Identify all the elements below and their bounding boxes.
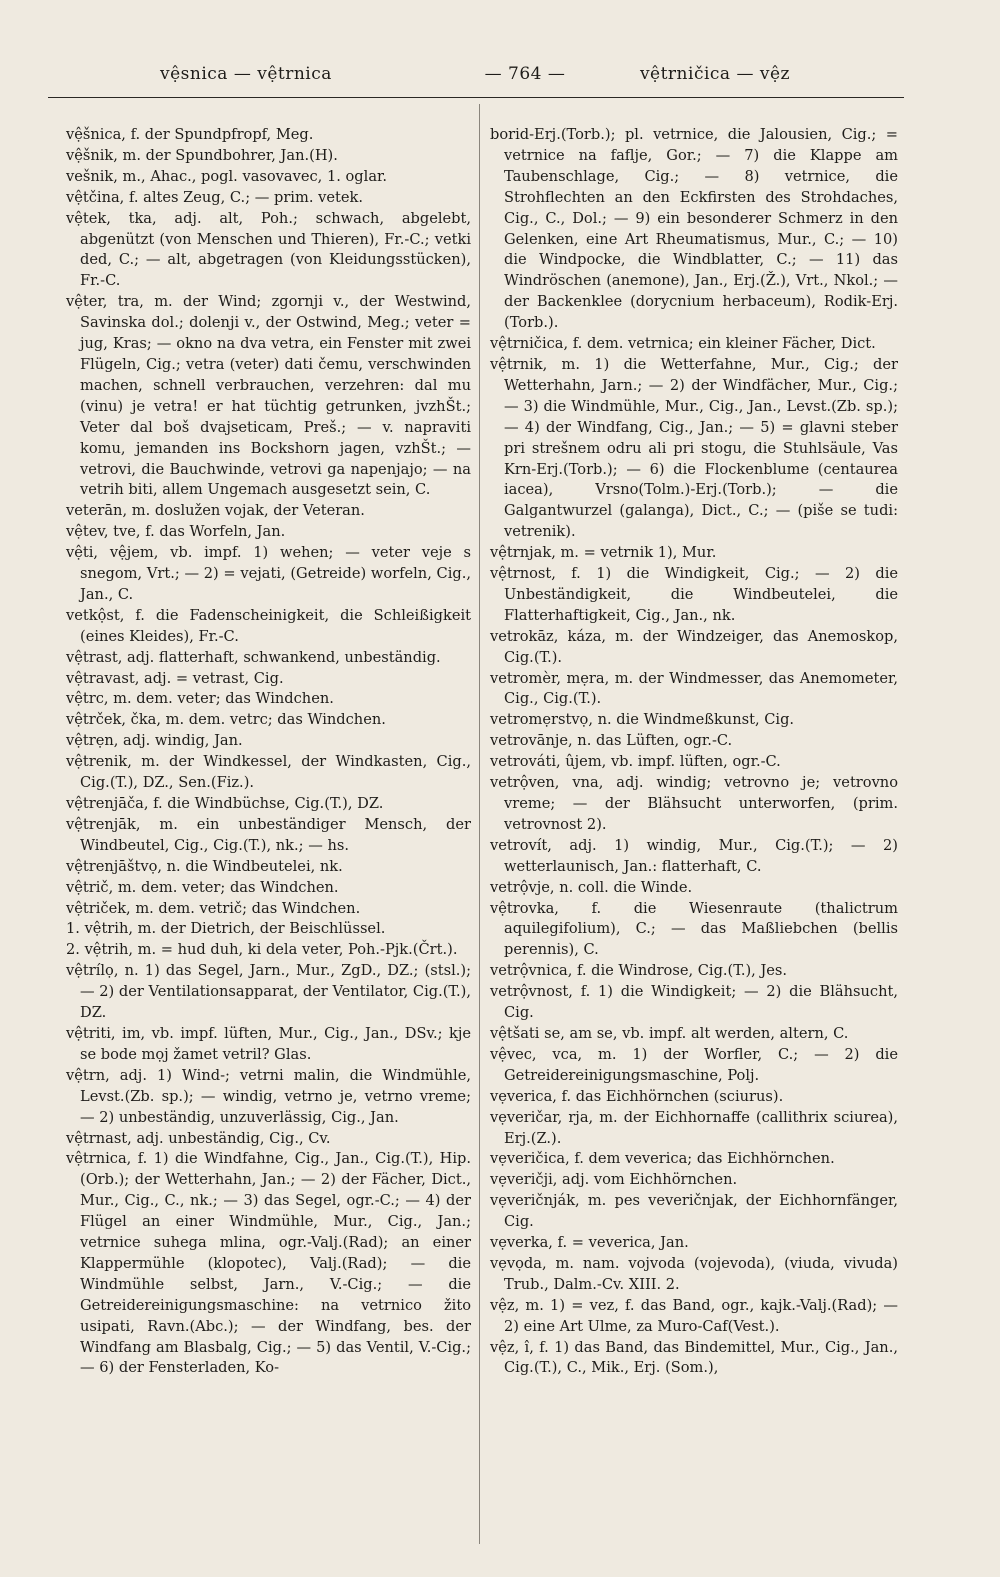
dictionary-entry: vệtrn, adj. 1) Wind-; vetrni malin, die Windmühle, Levst.(Zb. sp.); — windig, vetrno je, vetrno vreme; — 2) unbeständig, unzuverlässig, Cig., Jan. bbox=[66, 1066, 471, 1126]
dictionary-entry: vệšnica, f. der Spundpfropf, Meg. bbox=[66, 126, 314, 143]
dictionary-entry: vetrộven, vna, adj. windig; vetrovno je; vetrovno vreme; — der Blähsucht unterworfen, (prim. vetrovnost 2). bbox=[490, 774, 898, 833]
dictionary-entry: vệtriti, im, vb. impf. lüften, Mur., Cig., Jan., DSv.; kje se bode mọj žamet vetril? Glas. bbox=[66, 1024, 471, 1063]
dictionary-entry: vệtrẹn, adj. windig, Jan. bbox=[66, 732, 243, 750]
dictionary-entry: vetrovānje, n. das Lüften, ogr.-C. bbox=[490, 732, 733, 750]
dictionary-entry: vệtšati se, am se, vb. impf. alt werden, altern, C. bbox=[490, 1024, 849, 1042]
dictionary-entry: veterān, m. doslužen vojak, der Veteran. bbox=[66, 502, 365, 520]
page-number: — 764 — bbox=[484, 64, 566, 84]
dictionary-entry: vệtrílọ, n. 1) das Segel, Jarn., Mur., ZgD., DZ.; (stsl.); — 2) der Ventilationsapparat, der Ventilator, Cig.(T.), DZ. bbox=[66, 962, 471, 1022]
dictionary-entry: vệvec, vca, m. 1) der Worfler, C.; — 2) die Getreidereinigungsmaschine, Polj. bbox=[490, 1045, 898, 1084]
dictionary-entry: vệtčina, f. altes Zeug, C.; — prim. vetek. bbox=[66, 188, 363, 206]
dictionary-entry: vẹveričica, f. dem veverica; das Eichhörnchen. bbox=[490, 1150, 835, 1168]
dictionary-entry: vệtrenjāštvọ, n. die Windbeutelei, nk. bbox=[66, 857, 343, 875]
dictionary-entry: vệšnik, m. der Spundbohrer, Jan.(H). bbox=[66, 146, 338, 164]
dictionary-entry: vệtrček, čka, m. dem. vetrc; das Windchen. bbox=[66, 711, 386, 729]
dictionary-entry: vệtriček, m. dem. vetrič; das Windchen. bbox=[66, 899, 361, 917]
left-column bbox=[66, 125, 471, 1379]
dictionary-entry: vệtrenjāk, m. ein unbeständiger Mensch, der Windbeutel, Cig., Cig.(T.), nk.; — hs. bbox=[66, 815, 471, 854]
dictionary-entry: vẹveričnják, m. pes veveričnjak, der Eichhornfänger, Cig. bbox=[490, 1192, 898, 1231]
dictionary-entry: vệtrc, m. dem. veter; das Windchen. bbox=[66, 690, 334, 708]
dictionary-entry: vệter, tra, m. der Wind; zgornji v., der Westwind, Savinska dol.; dolenji v., der Ostwind, Meg.; veter = jug, Kras; — okno na dva vetra, ein Fenster mit zwei Flügeln, Cig.; vetra (veter) dati čemu, verschwinden machen, schnell verbrauchen, verzehren: dal mu (vinu) je vetra! er hat tüchtig getrunken, jvzhŠt.; Veter dal boš dvajseticam, Preš.; — v. napraviti komu, jemanden ins Bockshorn jagen, vzhŠt.; — vetrovi, die Bauchwinde, vetrovi ga napenjajo; — na vetrih biti, allem Ungemach ausgesetzt sein, C. bbox=[66, 293, 471, 499]
dictionary-entry: vẹveričar, rja, m. der Eichhornaffe (callithrix sciurea), Erj.(Z.). bbox=[490, 1108, 898, 1147]
dictionary-entry: vệtrič, m. dem. veter; das Windchen. bbox=[66, 878, 339, 896]
dictionary-entry: vetrokāz, káza, m. der Windzeiger, das Anemoskop, Cig.(T.). bbox=[490, 627, 898, 666]
dictionary-entry: 2. vệtrih, m. = hud duh, ki dela veter, Poh.-Pjk.(Črt.). bbox=[66, 941, 458, 959]
dictionary-entry: vệti, vệjem, vb. impf. 1) wehen; — veter veje s snegom, Vrt.; — 2) = vejati, (Getreide) worfeln, Cig., Jan., C. bbox=[66, 544, 471, 603]
dictionary-entry: vệtev, tve, f. das Worfeln, Jan. bbox=[66, 523, 286, 541]
dictionary-entry: 1. vệtrih, m. der Dietrich, der Beischlüssel. bbox=[66, 920, 386, 938]
dictionary-entry: vệtrničica, f. dem. vetrnica; ein kleiner Fächer, Dict. bbox=[490, 335, 876, 353]
dictionary-entry: vẹverka, f. = veverica, Jan. bbox=[490, 1234, 689, 1252]
header-rule bbox=[48, 97, 904, 98]
running-header bbox=[150, 60, 900, 90]
dictionary-entry: vệtravast, adj. = vetrast, Cig. bbox=[66, 669, 284, 687]
dictionary-entry: vetkộst, f. die Fadenscheinigkeit, die Schleißigkeit (eines Kleides), Fr.-C. bbox=[66, 606, 471, 645]
dictionary-entry: vešnik, m., Ahac., pogl. vasovavec, 1. oglar. bbox=[66, 167, 388, 185]
dictionary-entry: vệtrenjāča, f. die Windbüchse, Cig.(T.), DZ. bbox=[66, 795, 384, 812]
dictionary-entry: vệtrast, adj. flatterhaft, schwankend, unbeständig. bbox=[66, 648, 441, 666]
dictionary-entry: vệz, m. 1) = vez, f. das Band, ogr., kajk.-Valj.(Rad); — 2) eine Art Ulme, za Muro-Caf(Vest.). bbox=[490, 1296, 898, 1335]
dictionary-entry: vệtek, tka, adj. alt, Poh.; schwach, abgelebt, abgenützt (von Menschen und Thieren), Fr.-C.; vetki ded, C.; — alt, abgetragen (von Kleidungsstücken), Fr.-C. bbox=[66, 209, 471, 290]
dictionary-entry: vệtrnjak, m. = vetrnik 1), Mur. bbox=[490, 544, 717, 562]
header-left-guideword: vệsnica — vệtrnica bbox=[160, 64, 332, 84]
dictionary-entry: vệtrenik, m. der Windkessel, der Windkasten, Cig., Cig.(T.), DZ., Sen.(Fiz.). bbox=[66, 753, 471, 792]
dictionary-entry: vetrộvnica, f. die Windrose, Cig.(T.), Jes. bbox=[490, 962, 788, 980]
dictionary-entry: vẹveričji, adj. vom Eichhörnchen. bbox=[490, 1171, 738, 1189]
dictionary-entry: vệtrnast, adj. unbeständig, Cig., Cv. bbox=[66, 1129, 331, 1147]
dictionary-entry: vệz, î, f. 1) das Band, das Bindemittel, Mur., Cig., Jan., Cig.(T.), C., Mik., Erj. (Som.), bbox=[490, 1338, 898, 1377]
dictionary-entry: vẹverica, f. das Eichhörnchen (sciurus). bbox=[490, 1087, 784, 1105]
column-divider bbox=[479, 104, 480, 1544]
dictionary-entry: vetrovít, adj. 1) windig, Mur., Cig.(T.); — 2) wetterlaunisch, Jan.: flatterhaft, C. bbox=[490, 836, 898, 875]
right-column bbox=[490, 125, 898, 1379]
header-right-guideword: vệtrničica — vệz bbox=[639, 64, 790, 84]
dictionary-entry: vẹvọda, m. nam. vojvoda (vojevoda), (viuda, vivuda) Trub., Dalm.-Cv. XIII. 2. bbox=[490, 1254, 898, 1293]
dictionary-entry: vetrộvnost, f. 1) die Windigkeit; — 2) die Blähsucht, Cig. bbox=[490, 983, 898, 1022]
dictionary-entry: vệtrnik, m. 1) die Wetterfahne, Mur., Cig.; der Wetterhahn, Jarn.; — 2) der Windfächer, Mur., Cig.; — 3) die Windmühle, Mur., Cig., Jan., Levst.(Zb. sp.); — 4) der Windfang, Cig., Jan.; — 5) = glavni steber pri strešnem odru ali pri stogu, die Stuhlsäule, Vas Krn-Erj.(Torb.); — 6) die Flockenblume (centaurea iacea), Vrsno(Tolm.)-Erj.(Torb.); — die Galgantwurzel (galanga), Dict., C.; — (piše se tudi: vetrenik). bbox=[490, 355, 898, 541]
dictionary-entry: vệtrovka, f. die Wiesenraute (thalictrum aquilegifolium), C.; — das Maßliebchen (bellis perennis), C. bbox=[490, 899, 898, 959]
dictionary-entry: vetrộvje, n. coll. die Winde. bbox=[490, 878, 693, 896]
dictionary-entry: vetrováti, ûjem, vb. impf. lüften, ogr.-C. bbox=[490, 753, 781, 771]
dictionary-entry: vệtrnica, f. 1) die Windfahne, Cig., Jan., Cig.(T.), Hip.(Orb.); der Wetterhahn, Jan.; — 2) der Fächer, Dict., Mur., Cig., C., nk.; — 3) das Segel, ogr.-C.; — 4) der Flügel an einer Windmühle, Mur., Cig., Jan.; vetrnice suhega mlina, ogr.-Valj.(Rad); an einer Klappermühle (klopotec), Valj.(Rad); — die Windmühle selbst, Jarn., V.-Cig.; — die Getreidereinigungsmaschine: na vetrnico žito usipati, Ravn.(Abc.); — der Windfang, bes. der Windfang am Blasbalg, Cig.; — 5) das Ventil, V.-Cig.; — 6) der Fensterladen, Ko- bbox=[66, 1150, 471, 1377]
dictionary-entry: borid-Erj.(Torb.); pl. vetrnice, die Jalousien, Cig.; = vetrnice na faflje, Gor.; — 7) die Klappe am Taubenschlage, Cig.; — 8) vetrnice, die Strohflechten an den Eckfirsten des Strohdaches, Cig., C., Dol.; — 9) ein besonderer Schmerz in den Gelenken, eine Art Rheumatismus, Mur., C.; — 10) die Windpocke, die Windblatter, C.; — 11) das Windröschen (anemone), Jan., Erj.(Ž.), Vrt., Nkol.; — der Backenklee (dorycnium herbaceum), Rodik-Erj.(Torb.). bbox=[490, 126, 898, 332]
dictionary-entry: vệtrnost, f. 1) die Windigkeit, Cig.; — 2) die Unbeständigkeit, die Windbeutelei, die Flatterhaftigkeit, Cig., Jan., nk. bbox=[490, 565, 898, 624]
dictionary-entry: vetromẹrstvọ, n. die Windmeßkunst, Cig. bbox=[490, 711, 795, 729]
dictionary-entry: vetromèr, mẹra, m. der Windmesser, das Anemometer, Cig., Cig.(T.). bbox=[490, 669, 898, 708]
